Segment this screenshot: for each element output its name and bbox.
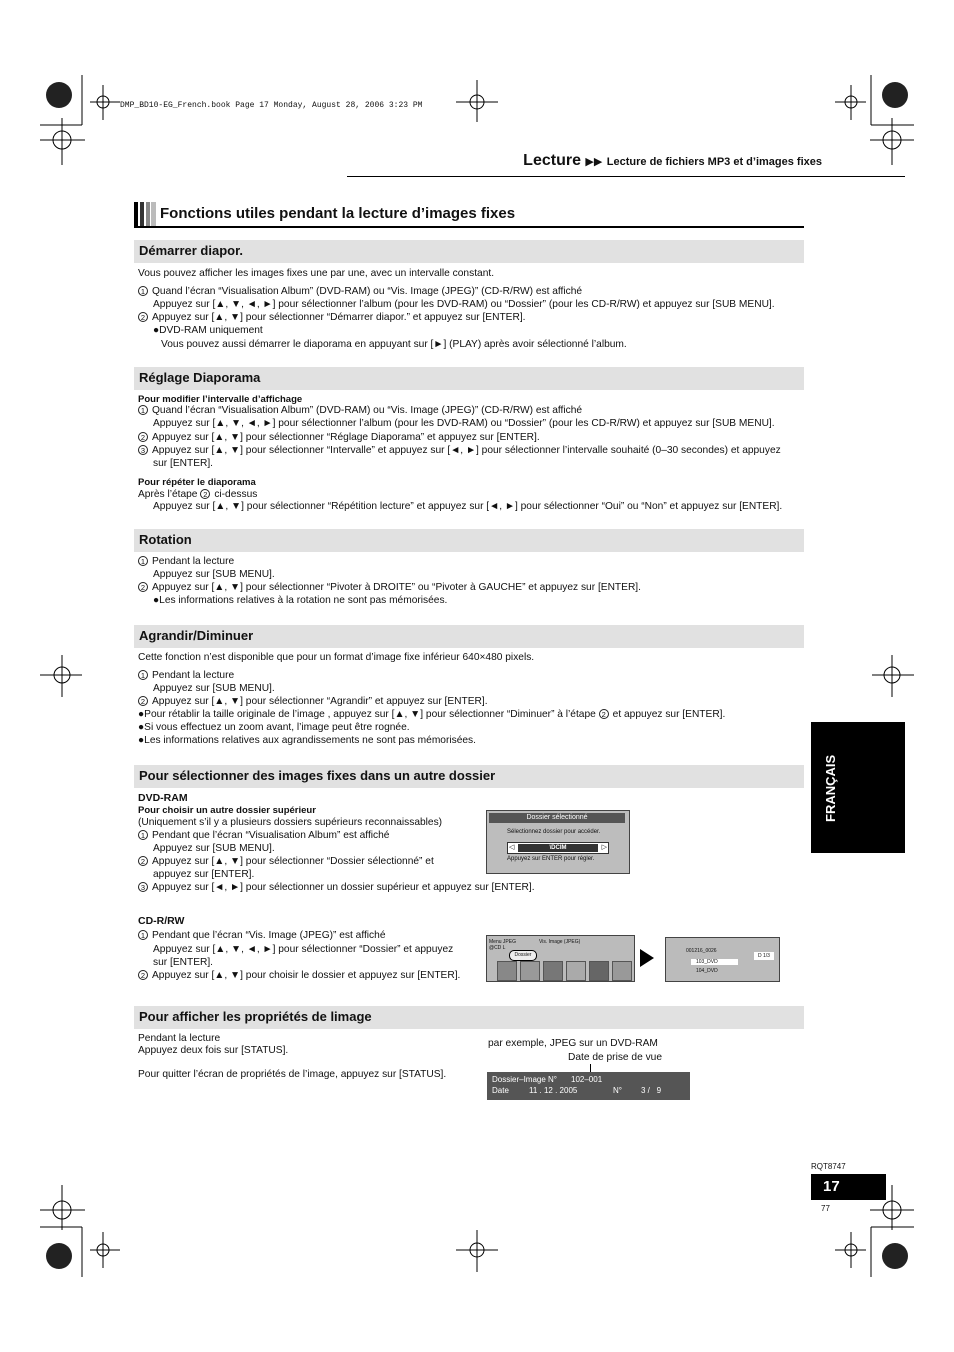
s2-step1 xyxy=(138,404,582,417)
screen-menu-label: Menu JPEG xyxy=(489,939,516,945)
s1-intro: Vous pouvez afficher les images fixes une par une, avec un intervalle constant. xyxy=(138,268,495,279)
s4-step2 xyxy=(138,695,488,708)
thumbnail xyxy=(589,961,609,981)
section-title: Pour sélectionner des images fixes dans un autre dossier xyxy=(139,768,496,783)
s1-bullet1b: Vous pouvez aussi démarrer le diaporama en appuyant sur [►] (PLAY) après avoir sélectionné l’album. xyxy=(161,339,627,350)
s1-step1 xyxy=(138,285,582,298)
s3-step1 xyxy=(138,555,234,568)
section-header-zoom xyxy=(134,625,804,648)
step-number: 2 xyxy=(138,432,148,442)
step-text: Pendant la lecture xyxy=(152,670,235,681)
s1-step1b: Appuyez sur [▲, ▼, ◄, ►] pour sélectionner l’album (pour les DVD-RAM) ou “Dossier” (pour les CD-R/RW) et appuyez sur [SUB MENU]. xyxy=(153,299,775,310)
folder-list-screen xyxy=(665,937,780,982)
section-title: Rotation xyxy=(139,532,192,547)
section-header-rotation xyxy=(134,529,804,552)
breadcrumb-rule xyxy=(347,176,905,177)
s4-bullet1 xyxy=(138,708,725,721)
page-number: 17 xyxy=(823,1178,840,1195)
s6-line2: Appuyez deux fois sur [STATUS]. xyxy=(138,1045,289,1056)
s6-date-label: Date de prise de vue xyxy=(568,1052,663,1063)
s2-step3 xyxy=(138,444,781,457)
dialog-footer: Appuyez sur ENTER pour régler. xyxy=(507,856,595,862)
step-text: Pendant que l’écran “Visualisation Album” est affiché xyxy=(152,830,390,841)
breadcrumb-arrows: ▶▶ xyxy=(585,156,603,168)
prop-folder-label: Dossier–Image N° xyxy=(492,1075,557,1084)
step-number: 1 xyxy=(138,930,148,940)
step-number: 1 xyxy=(138,830,148,840)
s1-step2 xyxy=(138,311,526,324)
properties-bar xyxy=(487,1072,690,1100)
s2-step3b: sur [ENTER]. xyxy=(153,458,214,469)
s5-step2 xyxy=(138,855,434,868)
prop-date-label: Date xyxy=(492,1086,509,1095)
folder-select-dialog xyxy=(486,810,630,874)
text: Après l’étape xyxy=(138,489,198,500)
page-title: Fonctions utiles pendant la lecture d’images fixes xyxy=(160,205,516,222)
section-header-other-folder xyxy=(134,765,804,788)
step-number: 1 xyxy=(138,670,148,680)
s2-step1b: Appuyez sur [▲, ▼, ◄, ►] pour sélectionner l’album (pour les DVD-RAM) ou “Dossier” (pour les CD-R/RW) et appuyez sur [SUB MENU]. xyxy=(153,418,775,429)
step-text: Appuyez sur [▲, ▼] pour choisir le dossier et appuyez sur [ENTER]. xyxy=(152,970,461,981)
cd-rw-label: CD-R/RW xyxy=(138,915,185,927)
dvd-subheading: Pour choisir un autre dossier supérieur xyxy=(138,805,316,816)
step-number: 2 xyxy=(599,709,609,719)
dialog-title: Dossier sélectionné xyxy=(489,813,625,823)
page-number-box xyxy=(811,1174,886,1200)
step-number: 3 xyxy=(138,445,148,455)
s6-line3: Pour quitter l’écran de propriétés de l’image, appuyez sur [STATUS]. xyxy=(138,1069,447,1080)
section-title: Démarrer diapor. xyxy=(139,243,244,258)
step-number: 1 xyxy=(138,405,148,415)
step-text: Appuyez sur [◄, ►] pour sélectionner un dossier supérieur et appuyez sur [ENTER]. xyxy=(152,882,535,893)
step-number: 1 xyxy=(138,286,148,296)
text: ci-dessus xyxy=(214,489,258,500)
thumbnail xyxy=(566,961,586,981)
section-header-slideshow-settings xyxy=(134,367,804,390)
jpeg-view-screen xyxy=(486,935,635,982)
text: ●Pour rétablir la taille originale de l’image , appuyez sur [▲, ▼] pour sélectionner “Diminuer” à l’étape xyxy=(138,709,596,720)
s3-bullet1: ●Les informations relatives à la rotation ne sont pas mémorisées. xyxy=(153,595,448,606)
step-text: Appuyez sur [▲, ▼] pour sélectionner “Démarrer diapor.” et appuyez sur [ENTER]. xyxy=(152,312,526,323)
s5-step1 xyxy=(138,829,389,842)
arrow-right-icon xyxy=(640,949,654,967)
step-number: 2 xyxy=(138,312,148,322)
s3-step1b: Appuyez sur [SUB MENU]. xyxy=(153,569,275,580)
thumbnail xyxy=(497,961,517,981)
s5-step2b: appuyez sur [ENTER]. xyxy=(153,869,255,880)
step-number: 2 xyxy=(138,696,148,706)
breadcrumb-sub: Lecture de fichiers MP3 et d’images fixes xyxy=(606,156,822,168)
sub-page-number: 77 xyxy=(821,1204,830,1213)
title-rule xyxy=(134,226,804,228)
prop-folder-value: 102–001 xyxy=(571,1075,603,1084)
section-header-properties xyxy=(134,1006,804,1029)
s1-bullet1: ●DVD-RAM uniquement xyxy=(153,325,263,336)
dialog-folder-selector[interactable] xyxy=(507,842,609,854)
step-text: Pendant que l’écran “Vis. Image (JPEG)” est affiché xyxy=(152,930,386,941)
dvd-note: (Uniquement s’il y a plusieurs dossiers supérieurs reconnaissables) xyxy=(138,817,443,828)
s2-subheading-interval: Pour modifier l’intervalle d’affichage xyxy=(138,394,303,405)
text: et appuyez sur [ENTER]. xyxy=(612,709,726,720)
dialog-folder-value: \DCIM xyxy=(518,844,598,852)
s2-subheading-repeat: Pour répéter le diaporama xyxy=(138,477,256,488)
language-tab xyxy=(811,722,905,853)
s4-intro: Cette fonction n’est disponible que pour un format d’image fixe inférieur 640×480 pixels. xyxy=(138,652,535,663)
section-title: Réglage Diaporama xyxy=(139,370,261,385)
s5-cd-step1 xyxy=(138,929,386,942)
s6-example: par exemple, JPEG sur un DVD-RAM xyxy=(488,1038,658,1049)
screen-menu-label-2: @CD L xyxy=(489,945,506,951)
s4-bullet2: ●Si vous effectuez un zoom avant, l’image peut être rognée. xyxy=(138,722,410,733)
step-text: Appuyez sur [▲, ▼] pour sélectionner “Dossier sélectionné” et xyxy=(152,856,434,867)
document-code: RQT8747 xyxy=(811,1162,846,1171)
screen-title: Vis. Image (JPEG) xyxy=(539,939,581,945)
language-tab-label: FRANÇAIS xyxy=(823,754,838,822)
step-number: 2 xyxy=(138,970,148,980)
folder-item-1[interactable]: 001216_0026 xyxy=(686,948,717,954)
s2-repeat-instruction: Appuyez sur [▲, ▼] pour sélectionner “Répétition lecture” et appuyez sur [◄, ►] pour sélectionner “Oui” ou “Non” et appuyez sur [ENTER]. xyxy=(153,501,783,512)
step-number: 2 xyxy=(138,856,148,866)
step-number: 2 xyxy=(200,489,210,499)
step-number: 2 xyxy=(138,582,148,592)
section-header-slideshow xyxy=(134,240,804,263)
step-text: Pendant la lecture xyxy=(152,556,235,567)
folder-button[interactable]: Dossier xyxy=(509,950,537,961)
prop-number-label: N° xyxy=(613,1086,622,1095)
thumbnail xyxy=(543,961,563,981)
section-title: Pour afficher les propriétés de limage xyxy=(139,1009,372,1024)
prop-date-value: 11 . 12 . 2005 xyxy=(529,1086,578,1095)
step-text: Appuyez sur [▲, ▼] pour sélectionner “Intervalle” et appuyez sur [◄, ►] pour sélectionner l’intervalle souhaité (0–30 secondes) et appuyez xyxy=(152,445,781,456)
s5-step3 xyxy=(138,881,535,894)
breadcrumb-main: Lecture xyxy=(523,152,581,169)
s4-bullet3: ●Les informations relatives aux agrandissements ne sont pas mémorisées. xyxy=(138,735,476,746)
title-stripes xyxy=(134,202,156,226)
s6-line1: Pendant la lecture xyxy=(138,1033,221,1044)
breadcrumb xyxy=(523,152,822,170)
s4-step1b: Appuyez sur [SUB MENU]. xyxy=(153,683,275,694)
thumbnail xyxy=(520,961,540,981)
step-text: Appuyez sur [▲, ▼] pour sélectionner “Réglage Diaporama” et appuyez sur [ENTER]. xyxy=(152,432,540,443)
step-text: Quand l’écran “Visualisation Album” (DVD-RAM) ou “Vis. Image (JPEG)” (CD-R/RW) est affiché xyxy=(152,405,583,416)
step-text: Appuyez sur [▲, ▼] pour sélectionner “Pivoter à DROITE” ou “Pivoter à GAUCHE” et appuyez sur [ENTER]. xyxy=(152,582,641,593)
right-arrow-icon[interactable]: ▷ xyxy=(601,844,607,851)
folder-count-badge: D 1/3 xyxy=(754,952,774,960)
step-number: 1 xyxy=(138,556,148,566)
folder-item-2[interactable]: 103_DVD xyxy=(691,959,738,965)
s5-cd-step2 xyxy=(138,969,460,982)
section-title: Agrandir/Diminuer xyxy=(139,628,254,643)
step-number: 3 xyxy=(138,882,148,892)
prop-number-value: 3 / 9 xyxy=(641,1086,662,1095)
folder-item-3[interactable]: 104_DVD xyxy=(696,968,718,974)
s5-cd-step1c: sur [ENTER]. xyxy=(153,957,214,968)
s2-step2 xyxy=(138,431,540,444)
step-text: Appuyez sur [▲, ▼] pour sélectionner “Agrandir” et appuyez sur [ENTER]. xyxy=(152,696,488,707)
left-arrow-icon[interactable]: ◁ xyxy=(509,844,515,851)
s3-step2 xyxy=(138,581,641,594)
s5-cd-step1b: Appuyez sur [▲, ▼, ◄, ►] pour sélectionner “Dossier” et appuyez xyxy=(153,944,454,955)
file-header: DMP_BD10-EG_French.book Page 17 Monday, August 28, 2006 3:23 PM xyxy=(120,101,423,110)
dvd-ram-label: DVD-RAM xyxy=(138,792,188,804)
s5-step1b: Appuyez sur [SUB MENU]. xyxy=(153,843,275,854)
thumbnail xyxy=(612,961,632,981)
step-text: Quand l’écran “Visualisation Album” (DVD-RAM) ou “Vis. Image (JPEG)” (CD-R/RW) est affiché xyxy=(152,286,583,297)
dialog-prompt: Sélectionnez dossier pour accéder. xyxy=(507,829,601,835)
s4-step1 xyxy=(138,669,234,682)
